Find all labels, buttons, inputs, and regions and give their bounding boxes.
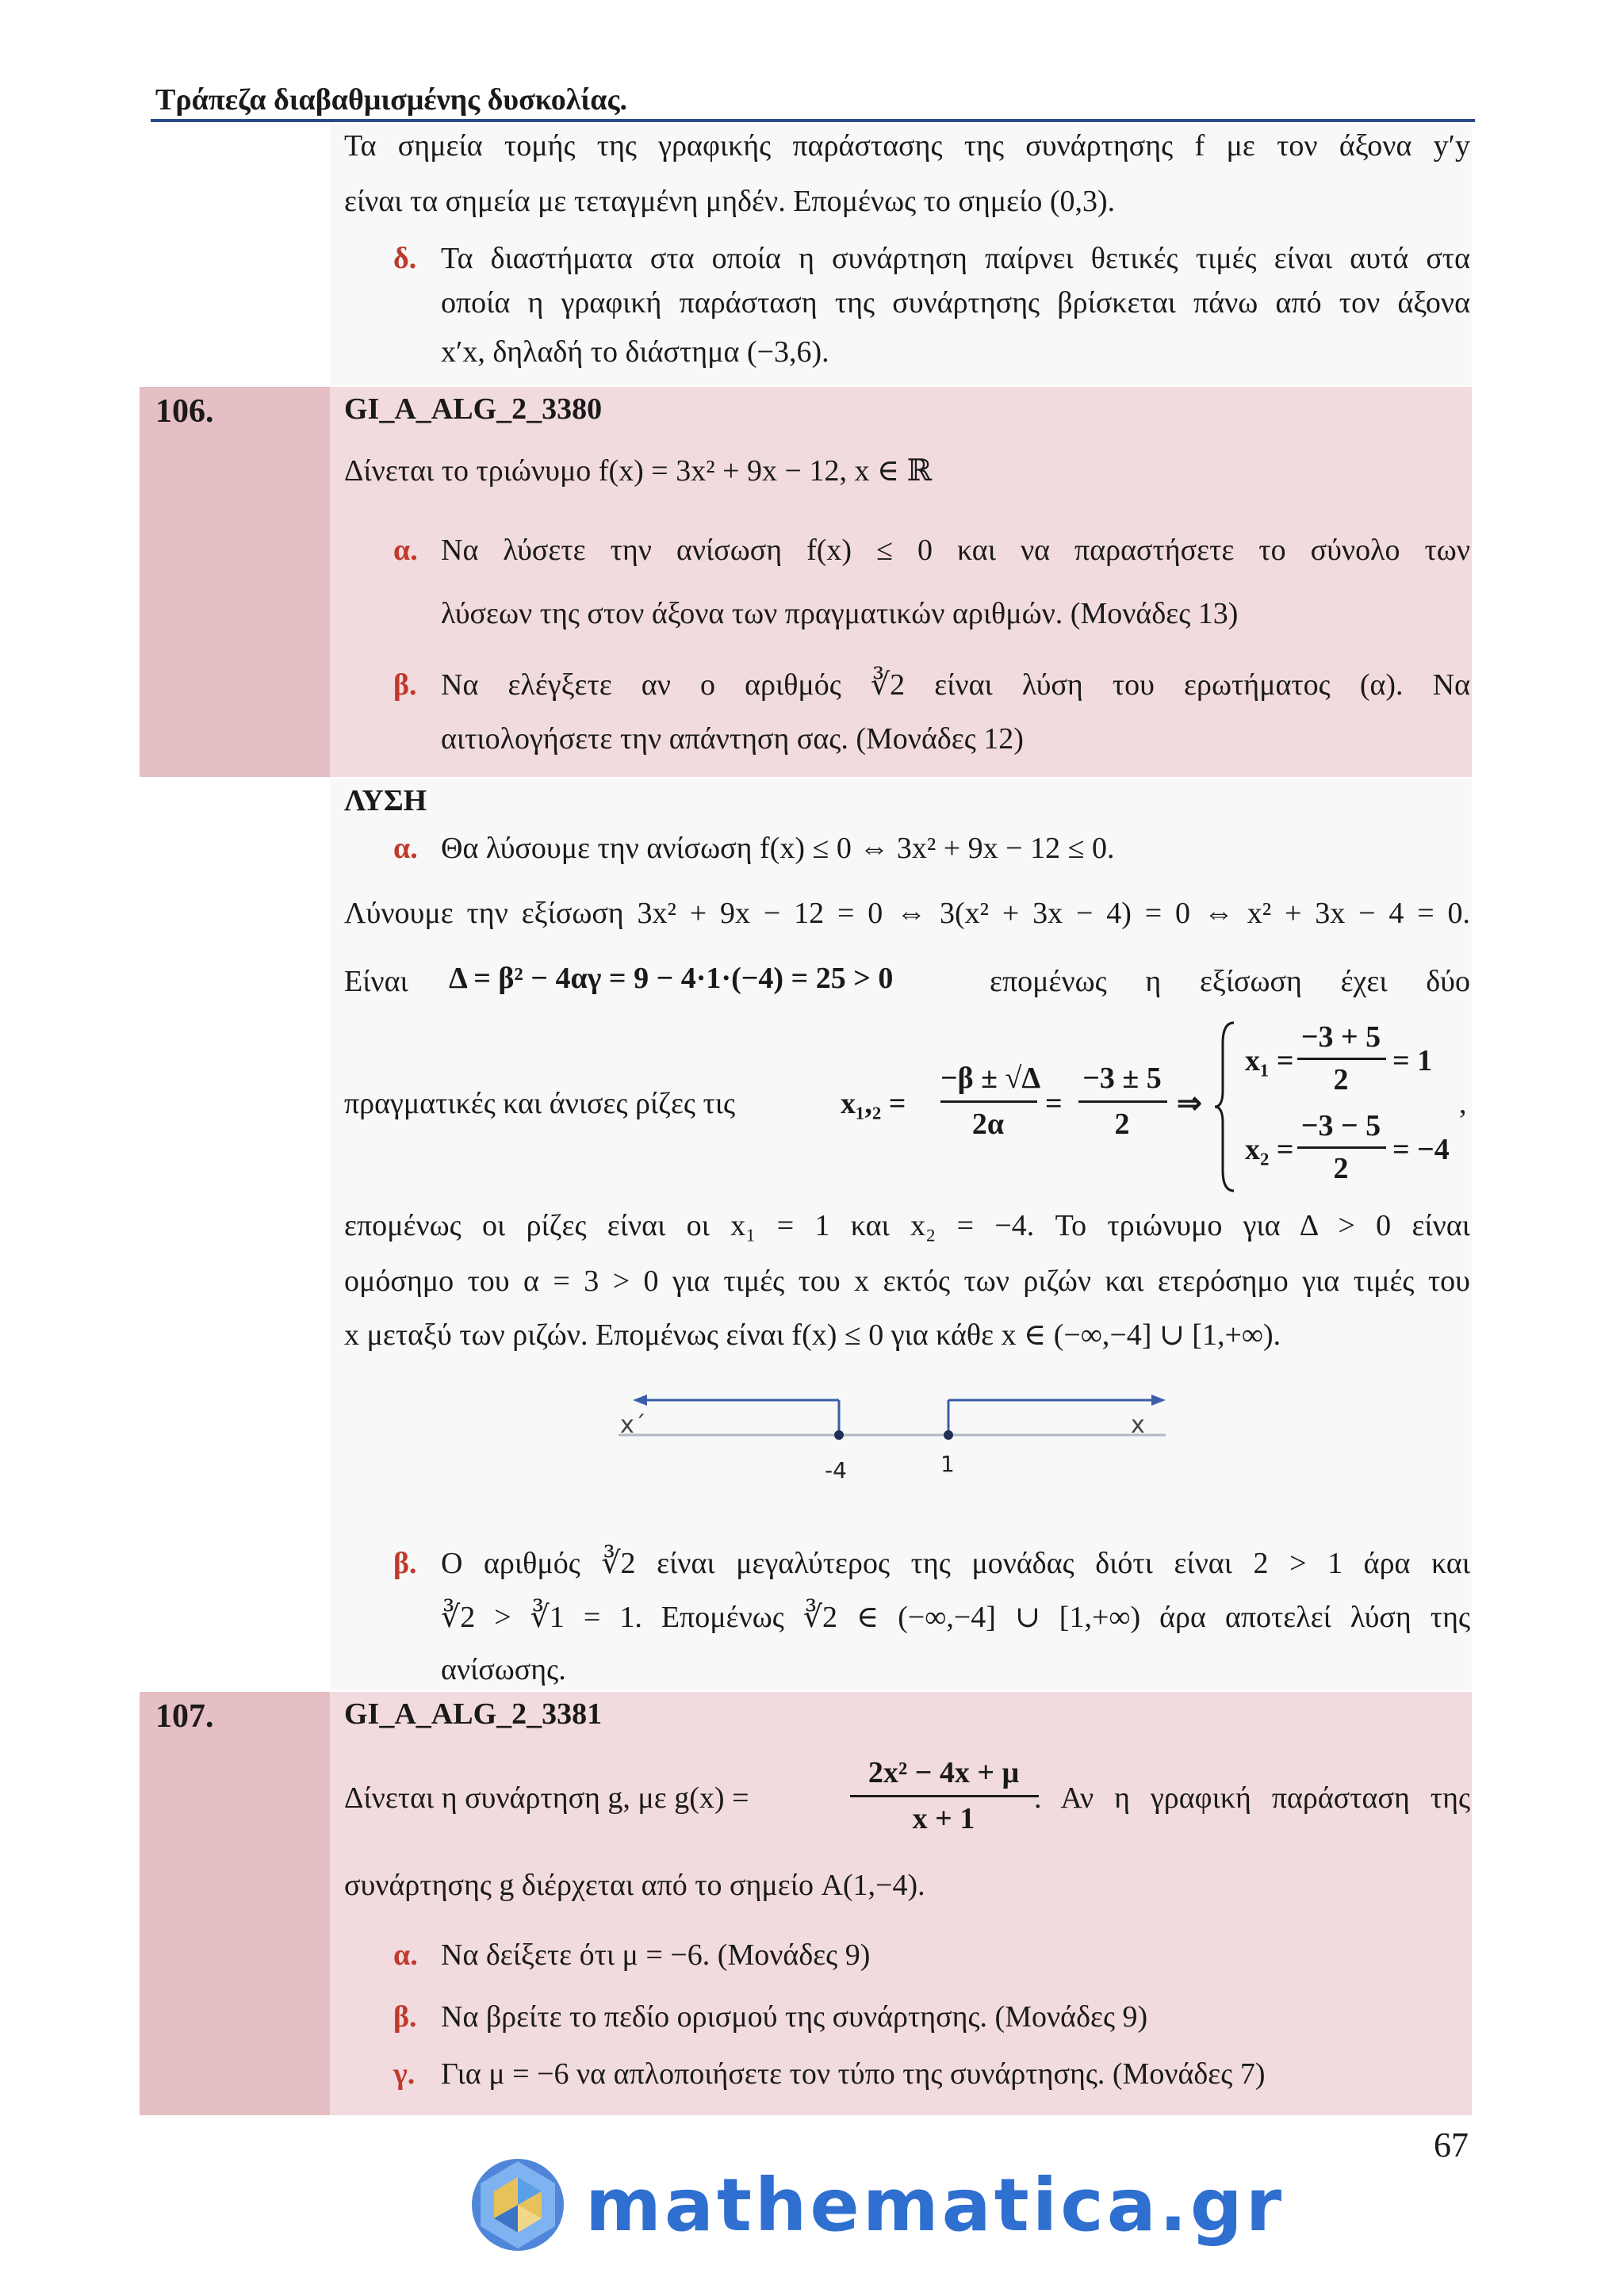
roots-num-1: −β ± √Δ <box>940 1062 1041 1095</box>
x2-rhs: = −4 <box>1392 1133 1450 1166</box>
sol-a-line: Θα λύσουμε την ανίσωση f(x) ≤ 0 ⇔ 3x² + 9x − 12 ≤ 0. <box>441 832 1115 865</box>
roots-lead: πραγματικές και άνισες ρίζες τις <box>344 1087 735 1120</box>
header-rule <box>151 119 1475 122</box>
roots-num-2: −3 ± 5 <box>1082 1062 1162 1095</box>
delta-line-3: x′x, δηλαδή το διάστημα (−3,6). <box>441 335 829 369</box>
p107-a-label: α. <box>393 1938 418 1972</box>
sol-b-line-3: ανίσωσης. <box>441 1653 566 1686</box>
p106-a-line-2: λύσεων της στον άξονα των πραγματικών αριθμών. (Μονάδες 13) <box>441 597 1239 630</box>
delta-line-2: οποία η γραφική παράσταση της συνάρτησης βρίσκεται πάνω από τον άξονα <box>441 286 1470 320</box>
document-header: Τράπεζα διαβαθμισμένης δυσκολίας. <box>155 83 627 117</box>
roots-x12: x₁,₂ = <box>841 1087 906 1120</box>
delta-label: δ. <box>393 242 417 275</box>
roots-comma: , <box>1459 1087 1467 1120</box>
delta-line-1: Τα διαστήματα στα οποία η συνάρτηση παίρνει θετικές τιμές είναι αυτά στα <box>441 242 1470 275</box>
p107-a-text: Να δείξετε ότι μ = −6. (Μονάδες 9) <box>441 1938 871 1972</box>
p107-given-lead: Δίνεται η συνάρτηση g, με g(x) = <box>344 1781 749 1815</box>
p107-given-line-2: συνάρτησης g διέρχεται από το σημείο A(1,−4). <box>344 1869 925 1902</box>
roots-den-2: 2 <box>1114 1108 1130 1141</box>
sol-b-line-1: Ο αριθμός ∛2 είναι μεγαλύτερος της μονάδας διότι είναι 2 > 1 άρα και <box>441 1547 1470 1580</box>
p107-b-label: β. <box>393 2000 417 2034</box>
p106-b-line-2: αιτιολογήσετε την απάντηση σας. (Μονάδες 12) <box>441 722 1024 756</box>
solution-title: ΛΥΣΗ <box>344 784 427 817</box>
x1-lhs: x₁ = <box>1245 1044 1294 1077</box>
roots-den-1: 2α <box>971 1108 1005 1141</box>
problem-106-code: GI_A_ALG_2_3380 <box>344 392 603 426</box>
p107-frac-den: x + 1 <box>912 1802 975 1835</box>
sol-a-label: α. <box>393 832 418 865</box>
problem-106-box <box>140 387 1472 777</box>
p107-frac-num: 2x² − 4x + μ <box>868 1756 1020 1789</box>
axis-label-right: x <box>1131 1411 1145 1439</box>
x1-rhs: = 1 <box>1392 1044 1433 1077</box>
sol-line-7: x μεταξύ των ριζών. Επομένως είναι f(x) ≤ 0 για κάθε x ∈ (−∞,−4] ∪ [1,+∞). <box>344 1318 1281 1352</box>
fraction-bar-1 <box>940 1100 1037 1103</box>
system-brace <box>1213 1020 1237 1194</box>
problem-106-number: 106. <box>155 393 214 430</box>
p107-c-label: γ. <box>393 2057 416 2091</box>
x1-fraction-bar <box>1297 1058 1386 1060</box>
axis-tick-1: 1 <box>940 1451 955 1477</box>
number-line <box>611 1372 1182 1483</box>
sol-line-5: επομένως οι ρίζες είναι οι x₁ = 1 και x₂ = −4. Το τριώνυμο για Δ > 0 είναι <box>344 1209 1470 1242</box>
p107-given-tail: . Αν η γραφική παράσταση της <box>1034 1781 1470 1815</box>
fraction-bar-2 <box>1078 1100 1167 1103</box>
sol-b-label: β. <box>393 1547 417 1580</box>
x2-num: −3 − 5 <box>1300 1109 1381 1142</box>
p106-a-label: α. <box>393 534 418 567</box>
p107-fraction-bar <box>850 1795 1039 1797</box>
equals-sign: = <box>1045 1087 1063 1120</box>
top-line-1: Τα σημεία τομής της γραφικής παράστασης της συνάρτησης f με τον άξονα y′y <box>344 129 1470 163</box>
sol-line-6: ομόσημο του α = 3 > 0 για τιμές του x εκτός των ριζών και ετερόσημο για τιμές του <box>344 1265 1470 1298</box>
disc-lead: Είναι <box>344 965 408 998</box>
problem-107-code: GI_A_ALG_2_3381 <box>344 1697 603 1731</box>
logo-icon <box>466 2153 569 2256</box>
p106-a-line-1: Να λύσετε την ανίσωση f(x) ≤ 0 και να παραστήσετε το σύνολο των <box>441 534 1470 567</box>
x2-den: 2 <box>1333 1152 1349 1185</box>
sol-equation-line: Λύνουμε την εξίσωση 3x² + 9x − 12 = 0 ⇔ 3(x² + 3x − 4) = 0 ⇔ x² + 3x − 4 = 0. <box>344 897 1470 930</box>
p106-b-line-1: Να ελέγξετε αν ο αριθμός ∛2 είναι λύση του ερωτήματος (α). Να <box>441 668 1470 702</box>
page-number: 67 <box>1434 2126 1469 2164</box>
problem-106-given: Δίνεται το τριώνυμο f(x) = 3x² + 9x − 12, x ∈ ℝ <box>344 454 933 488</box>
axis-label-left: x΄ <box>620 1411 646 1439</box>
x2-fraction-bar <box>1297 1146 1386 1149</box>
logo-wordmark: mathematica.gr <box>585 2163 1285 2248</box>
problem-107-number: 107. <box>155 1698 214 1735</box>
problem-106-number-cell <box>140 387 330 777</box>
x1-num: −3 + 5 <box>1300 1020 1381 1054</box>
p107-c-text: Για μ = −6 να απλοποιήσετε τον τύπο της συνάρτησης. (Μονάδες 7) <box>441 2057 1266 2091</box>
discriminant-formula: Δ = β² − 4αγ = 9 − 4·1·(−4) = 25 > 0 <box>449 962 894 995</box>
sol-b-line-2: ∛2 > ∛1 = 1. Επομένως ∛2 ∈ (−∞,−4] ∪ [1,+∞) άρα αποτελεί λύση της <box>441 1601 1470 1634</box>
p107-b-text: Να βρείτε το πεδίο ορισμού της συνάρτησης. (Μονάδες 9) <box>441 2000 1148 2034</box>
top-line-2: είναι τα σημεία με τεταγμένη μηδέν. Επομένως το σημείο (0,3). <box>344 185 1116 218</box>
implies-arrow: ⇒ <box>1177 1087 1202 1120</box>
p106-b-label: β. <box>393 668 417 702</box>
disc-tail: επομένως η εξίσωση έχει δύο <box>990 965 1470 998</box>
x1-den: 2 <box>1333 1063 1349 1096</box>
x2-lhs: x₂ = <box>1245 1133 1294 1166</box>
axis-tick-minus4: -4 <box>825 1457 847 1483</box>
problem-107-number-cell <box>140 1692 330 2115</box>
